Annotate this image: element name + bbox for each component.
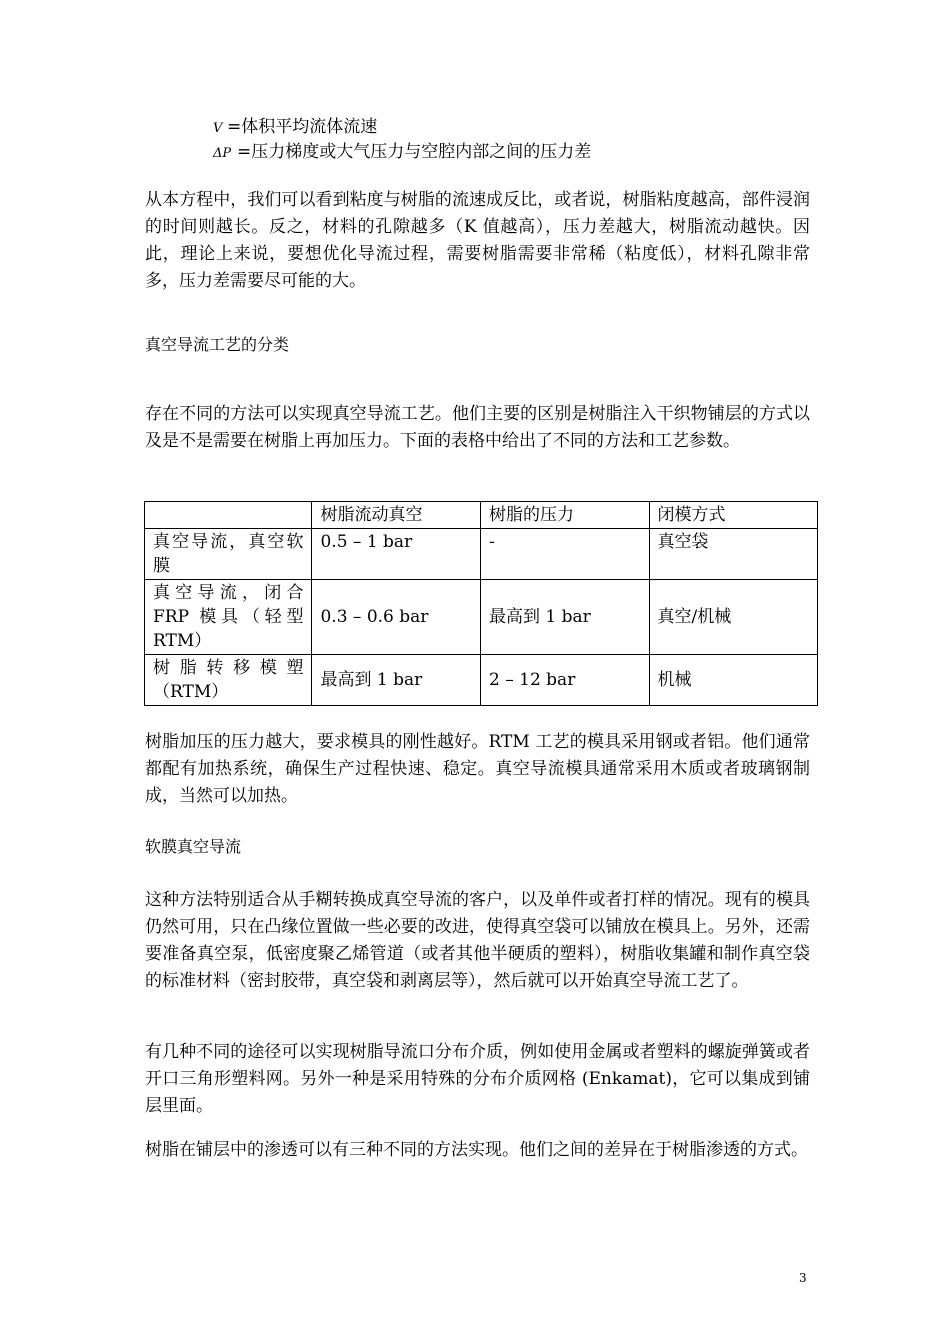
paragraph-mold-rigidity: 树脂加压的压力越大，要求模具的刚性越好。RTM 工艺的模具采用钢或者铝。他们通常都配有加热系统，确保生产过程快速、稳定。真空导流模具通常采用木质或者玻璃钢制成，当然可以加热。 — [145, 732, 810, 806]
table-cell: 0.3 – 0.6 bar — [312, 580, 481, 655]
process-parameter-table — [144, 501, 818, 706]
paragraph-viscosity: 从本方程中，我们可以看到粘度与树脂的流速成反比，或者说，树脂粘度越高，部件浸润的时间则越长。反之，材料的孔隙越多（K 值越高），压力差越大，树脂流动越快。因此，理论上来说，要想优化导流过程，需要树脂需要非常稀（粘度低），材料孔隙非常多，压力差需要尽可能的大。 — [145, 190, 810, 291]
table-cell: 0.5 – 1 bar — [312, 529, 481, 580]
variable-definition-velocity — [213, 115, 377, 141]
section-heading-soft-film: 软膜真空导流 — [145, 837, 242, 856]
table-cell: 树脂转移模塑（RTM） — [145, 655, 312, 706]
table-header-row — [145, 502, 818, 529]
table-cell: 机械 — [649, 655, 817, 706]
table-cell: 2 – 12 bar — [481, 655, 650, 706]
table-cell: 真空袋 — [649, 529, 817, 580]
variable-symbol: V — [213, 121, 223, 136]
paragraph-distribution-media: 有几种不同的途径可以实现树脂导流口分布介质，例如使用金属或者塑料的螺旋弹簧或者开口三角形塑料网。另外一种是采用特殊的分布介质网格 (Enkamat)，它可以集成到铺层里面。 — [145, 1042, 810, 1116]
paragraph-methods: 存在不同的方法可以实现真空导流工艺。他们主要的区别是树脂注入干织物铺层的方式以及是不是需要在树脂上再加压力。下面的表格中给出了不同的方法和工艺参数。 — [145, 404, 810, 451]
variable-symbol: ΔP — [213, 146, 232, 161]
table-cell: 真空导流，真空软膜 — [145, 529, 312, 580]
table-header-cell — [145, 502, 312, 529]
table-cell: - — [481, 529, 650, 580]
table-cell: 最高到 1 bar — [312, 655, 481, 706]
table-header-cell: 闭模方式 — [649, 502, 817, 529]
section-heading-classification: 真空导流工艺的分类 — [145, 335, 290, 354]
table-row — [145, 529, 818, 580]
page-number: 3 — [799, 1271, 807, 1285]
table-row — [145, 580, 818, 655]
table-cell: 最高到 1 bar — [481, 580, 650, 655]
table-header-cell: 树脂流动真空 — [312, 502, 481, 529]
paragraph-resin-penetration: 树脂在铺层中的渗透可以有三种不同的方法实现。他们之间的差异在于树脂渗透的方式。 — [145, 1140, 808, 1160]
paragraph-hand-layup-conversion: 这种方法特别适合从手糊转换成真空导流的客户，以及单件或者打样的情况。现有的模具仍然可用，只在凸缘位置做一些必要的改进，使得真空袋可以铺放在模具上。另外，还需要准备真空泵，低密度聚乙烯管道（或者其他半硬质的塑料），树脂收集罐和制作真空袋的标准材料（密封胶带，真空袋和剥离层等），然后就可以开始真空导流工艺了。 — [145, 890, 810, 991]
table-header-cell: 树脂的压力 — [481, 502, 650, 529]
table-row — [145, 655, 818, 706]
variable-text: =体积平均流体流速 — [227, 117, 378, 137]
variable-definition-pressure — [213, 140, 591, 166]
table-cell: 真空/机械 — [649, 580, 817, 655]
table-cell: 真空导流，闭合 FRP 模具（轻型 RTM） — [145, 580, 312, 655]
variable-text: =压力梯度或大气压力与空腔内部之间的压力差 — [237, 142, 592, 162]
